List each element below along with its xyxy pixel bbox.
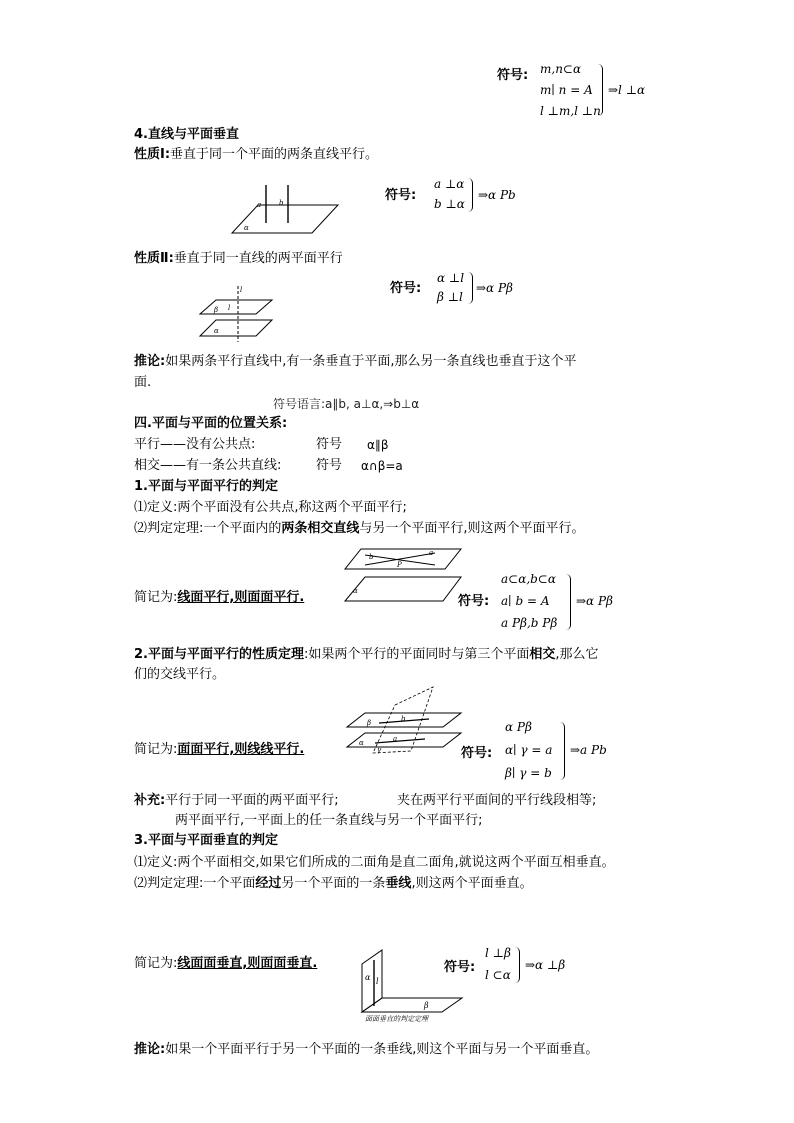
p1-result: ⇒α Pb: [478, 188, 516, 202]
parallel-planes-criterion-figure: [345, 547, 463, 603]
fig2-label-alpha: α: [214, 327, 219, 335]
s1-theorem-bold: 两条相交直线: [281, 521, 360, 536]
s2-line-3: β∣ γ = b: [505, 766, 552, 780]
sec4-parallel-sym: α∥β: [367, 438, 389, 452]
s4-property1: [134, 147, 378, 163]
s2-text-pre: :如果两个平行的平面同时与第三个平面: [303, 647, 530, 662]
supp-line2: 两平面平行,一平面上的任一条直线与另一个平面平行;: [175, 813, 483, 828]
fig3-label-alpha: α: [353, 587, 358, 595]
s3-theorem: [134, 876, 533, 892]
fig5-label-alpha: α: [365, 973, 371, 982]
p2-line-1: α ⊥l: [437, 271, 465, 285]
s3-theorem-b2: 垂线: [385, 876, 412, 891]
s3-line-2: l ⊂α: [485, 968, 511, 982]
s2-short: [134, 742, 304, 758]
s4-property1-label: 性质Ⅰ:: [134, 147, 171, 162]
s1-line-3: a Pβ,b Pβ: [501, 616, 558, 630]
s4-property2-label: 性质Ⅱ:: [134, 251, 174, 266]
p1-line-1: a ⊥α: [434, 177, 465, 191]
parallel-planes-intersect-figure: [345, 685, 465, 755]
s1-theorem-post: 与另一个平面平行,则这两个平面平行。: [359, 521, 585, 536]
sec4-heading: 四.平面与平面的位置关系:: [134, 416, 288, 431]
top-brace: [598, 64, 603, 116]
p2-brace: [468, 272, 473, 304]
s1-short: [134, 590, 304, 606]
s2-result: ⇒a Pb: [570, 743, 607, 757]
s3-short: [134, 956, 317, 972]
s4-property2-text: 垂直于同一直线的两平面平行: [173, 251, 343, 266]
top-line-1: m,n⊂α: [540, 62, 582, 76]
s3-symbol-label: 符号:: [444, 960, 476, 975]
fig1-label-alpha: α: [244, 224, 249, 232]
s2-short-text: 面面平行,则线线平行.: [177, 742, 305, 757]
perpendicular-lines-figure: [230, 183, 340, 235]
p1-symbol-label: 符号:: [385, 188, 417, 203]
sec4-parallel: 平行——没有公共点:: [134, 437, 256, 452]
fig4-label-gamma: γ: [377, 746, 382, 754]
s4-corollary: [134, 354, 576, 370]
s2-text-post: ,那么它: [555, 647, 599, 662]
fig3-label-b: b: [369, 553, 374, 561]
top-result: ⇒l ⊥α: [608, 83, 646, 97]
s3-theorem-b1: 经过: [255, 876, 282, 891]
fig4-label-alpha: α: [359, 739, 364, 747]
fig3-label-p: P: [397, 561, 402, 569]
s4-corollary-text2: 面.: [134, 375, 152, 390]
parallel-planes-line-figure: [200, 286, 280, 342]
s3-theorem-pre: ⑵判定定理:一个平面: [134, 876, 256, 891]
s1-symbol-label: 符号:: [458, 594, 490, 609]
supp-line1a: 平行于同一平面的两平面平行;: [165, 793, 339, 808]
s4-property2: [134, 251, 343, 267]
fig5-caption: 面面垂直的判定定理: [365, 1015, 428, 1023]
p1-line-2: b ⊥α: [434, 197, 465, 211]
s1-short-label: 简记为:: [134, 590, 178, 605]
fig1-label-b: b: [279, 199, 284, 207]
sec4-intersect: 相交——有一条公共直线:: [134, 458, 282, 473]
s2-text-bold: 相交: [529, 647, 556, 662]
s1-short-text: 线面平行,则面面平行.: [177, 590, 305, 605]
supp-line1b: 夹在两平行平面间的平行线段相等;: [397, 793, 597, 808]
top-line-2: m∣ n = A: [540, 83, 593, 97]
p2-result: ⇒α Pβ: [476, 281, 513, 295]
p1-brace: [468, 178, 473, 212]
s2-text2: 们的交线平行。: [134, 667, 226, 682]
p2-line-2: β ⊥l: [437, 290, 463, 304]
s2-heading-line: [134, 647, 599, 663]
top-symbol-label: 符号:: [497, 68, 529, 83]
s1-theorem-pre: ⑵判定定理:一个平面内的: [134, 521, 282, 536]
s1-theorem: [134, 521, 585, 537]
s3-result: ⇒α ⊥β: [525, 958, 566, 972]
fig2-label-beta: β: [214, 306, 219, 314]
fig2-label-l-top: l: [240, 286, 243, 294]
supp-label: 补充:: [134, 793, 166, 808]
s3-corollary: [134, 1042, 598, 1058]
s4-symbol-language: 符号语言:a∥b, a⊥α,⇒b⊥α: [273, 397, 420, 411]
s2-short-label: 简记为:: [134, 742, 178, 757]
s3-line-1: l ⊥β: [485, 946, 511, 960]
s3-short-text: 线面面垂直,则面面垂直.: [177, 956, 318, 971]
sec4-parallel-sym-label: 符号: [316, 437, 343, 452]
s2-brace: [560, 722, 565, 780]
p2-symbol-label: 符号:: [390, 281, 422, 296]
s1-brace: [566, 574, 571, 630]
s3-corollary-label: 推论:: [134, 1042, 166, 1057]
s1-result: ⇒α Pβ: [576, 594, 613, 608]
s2-symbol-label: 符号:: [461, 746, 493, 761]
s1-heading: 1.平面与平面平行的判定: [134, 479, 278, 494]
supp-line1: [134, 793, 339, 809]
s3-corollary-text: 如果一个平面平行于另一个平面的一条垂线,则这个平面与另一个平面垂直。: [165, 1042, 599, 1057]
s2-line-1: α Pβ: [505, 720, 532, 734]
s3-heading: 3.平面与平面垂直的判定: [134, 833, 278, 848]
sec4-intersect-sym: α∩β=a: [361, 459, 403, 473]
s1-definition: ⑴定义:两个平面没有公共点,称这两个平面平行;: [134, 500, 407, 515]
sec4-intersect-sym-label: 符号: [316, 458, 343, 473]
fig3-label-a: a: [429, 549, 434, 557]
s1-line-2: a∣ b = A: [501, 594, 550, 608]
fig4-label-b: b: [401, 715, 406, 723]
s3-theorem-mid: 另一个平面的一条: [281, 876, 386, 891]
s4-corollary-label: 推论:: [134, 354, 166, 369]
top-line-3: l ⊥m,l ⊥n: [540, 104, 601, 118]
s4-corollary-text: 如果两条平行直线中,有一条垂直于平面,那么另一条直线也垂直于这个平: [165, 354, 577, 369]
s3-definition: ⑴定义:两个平面相交,如果它们所成的二面角是直二面角,就说这两个平面互相垂直。: [134, 855, 615, 870]
s3-brace: [515, 947, 520, 983]
fig4-label-beta: β: [367, 719, 372, 727]
s4-property1-text: 垂直于同一个平面的两条直线平行。: [170, 147, 379, 162]
s3-short-label: 简记为:: [134, 956, 178, 971]
s3-theorem-post: ,则这两个平面垂直。: [411, 876, 533, 891]
fig2-label-l-mid: l: [228, 304, 231, 312]
fig4-label-a: a: [393, 735, 398, 743]
fig5-label-beta: β: [424, 1001, 429, 1010]
s4-heading: 4.直线与平面垂直: [134, 127, 239, 142]
s2-line-2: α∣ γ = a: [505, 743, 553, 757]
s1-line-1: a⊂α,b⊂α: [501, 572, 556, 586]
s2-heading: 2.平面与平面平行的性质定理: [134, 647, 304, 662]
fig5-label-l: l: [376, 977, 379, 986]
fig1-label-a: a: [257, 201, 262, 209]
